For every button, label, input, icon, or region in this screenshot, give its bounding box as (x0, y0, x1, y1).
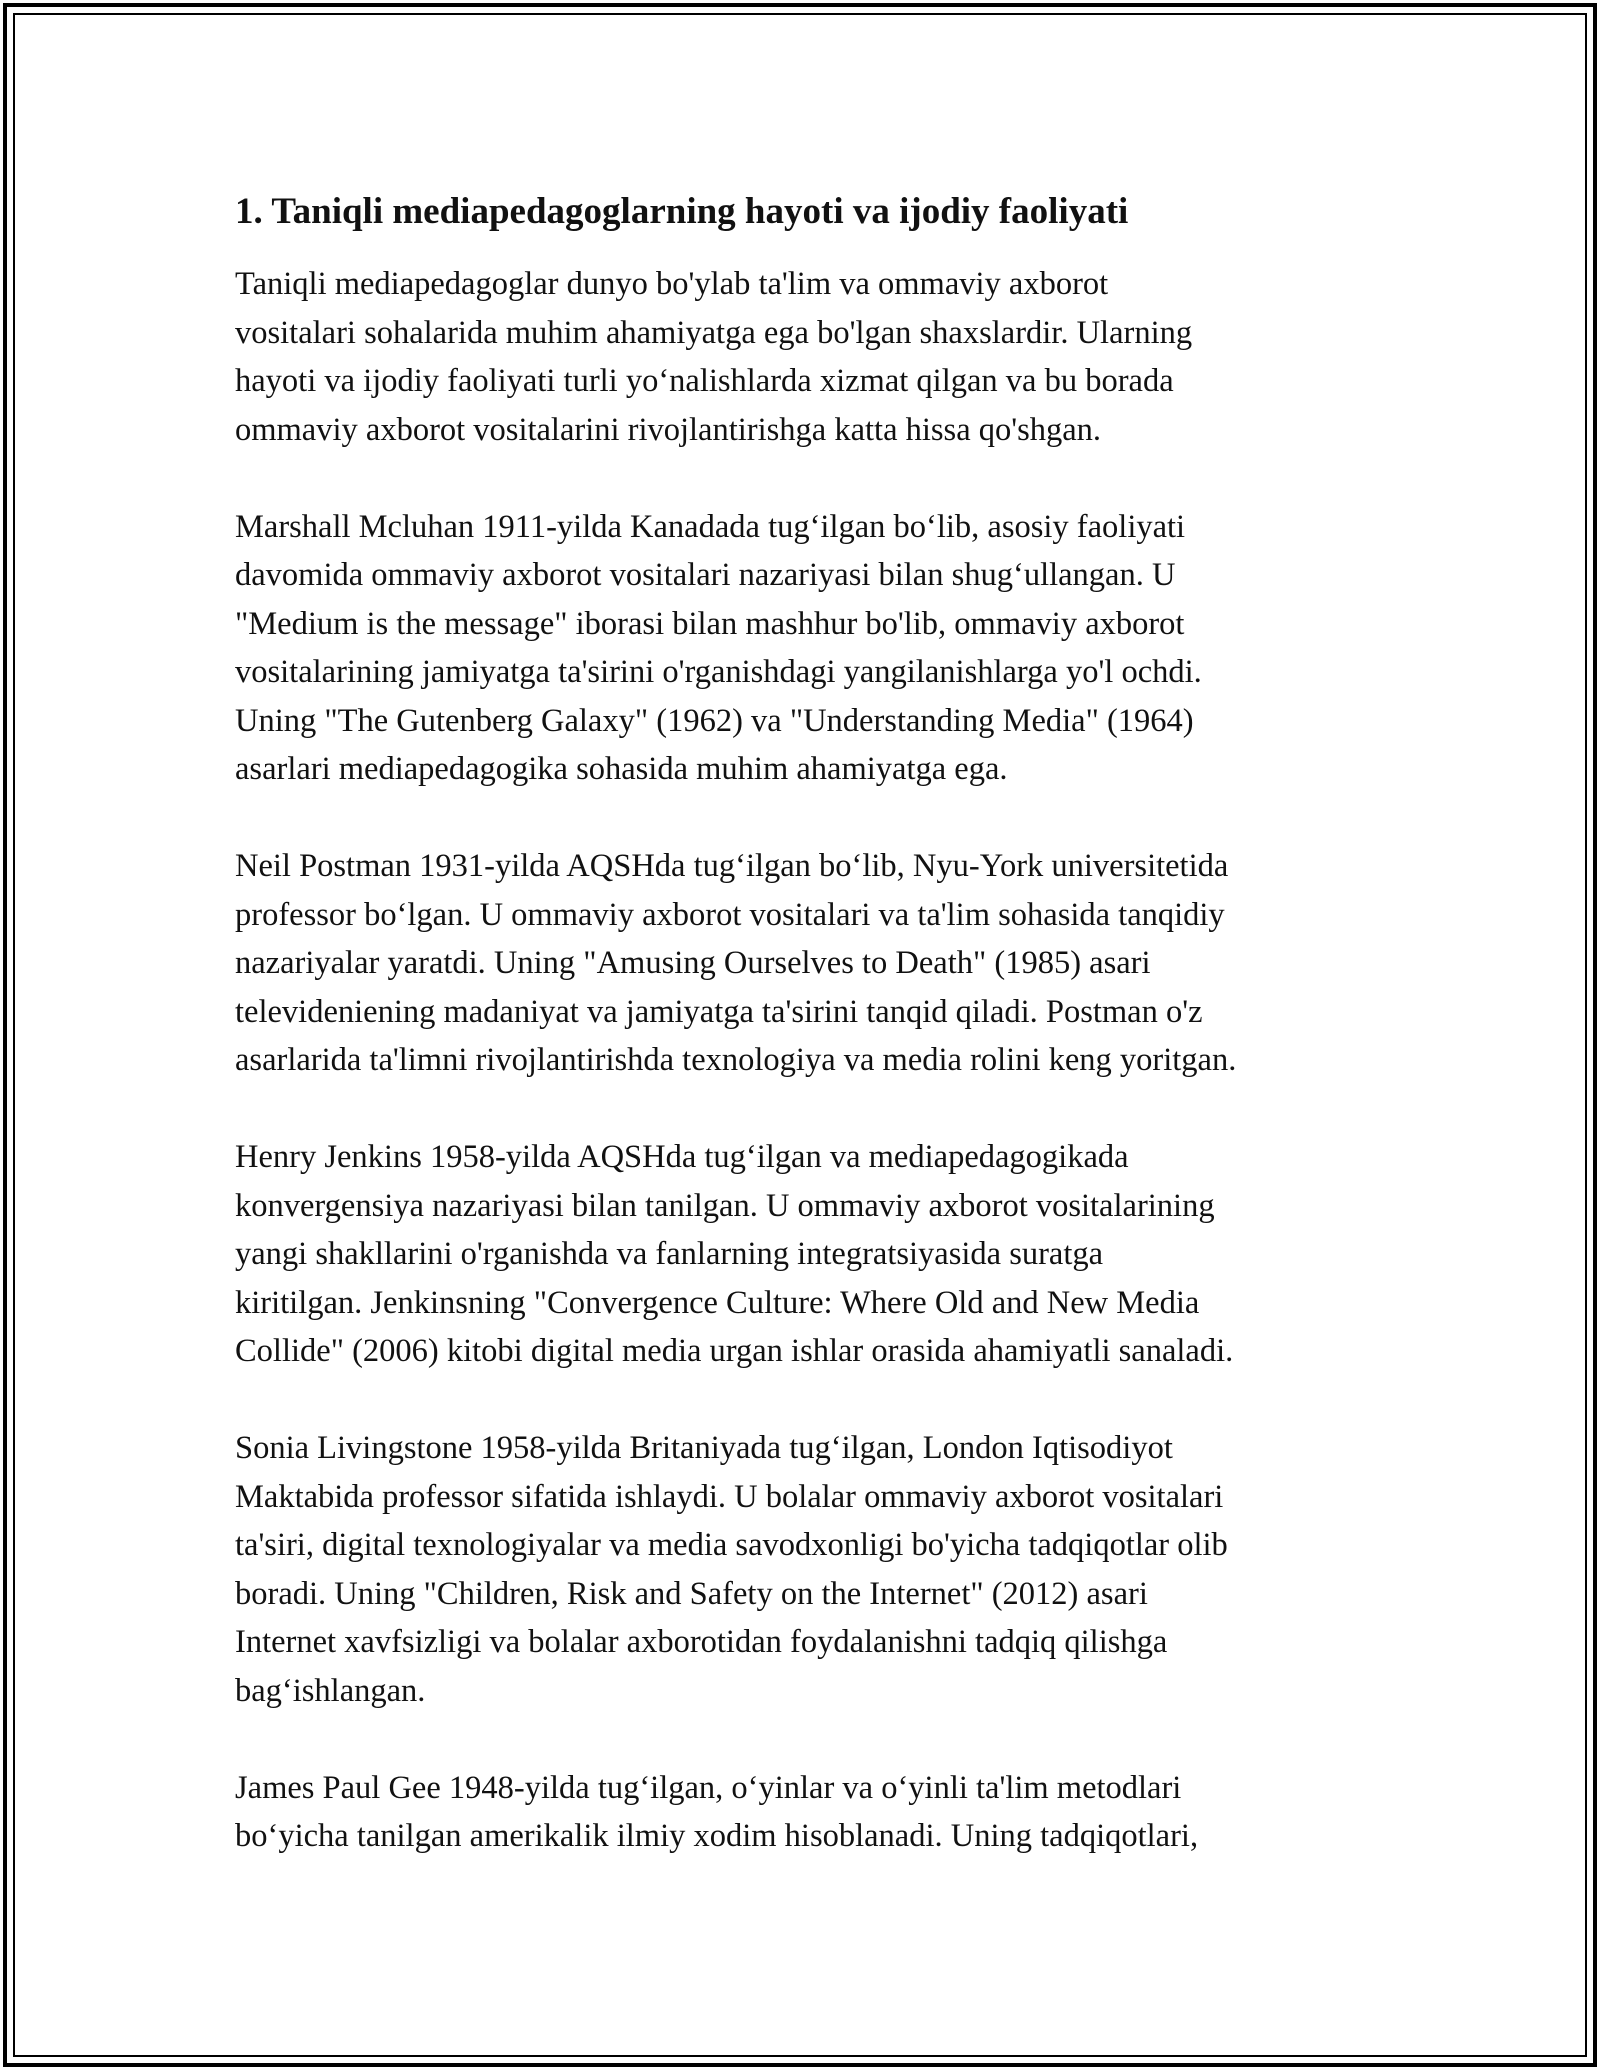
paragraph-gee (235, 1764, 1385, 1861)
paragraph-mcluhan (235, 503, 1385, 794)
text-line: davomida ommaviy axborot vositalari nazariyasi bilan shug‘ullangan. U (235, 557, 1176, 593)
text-line: hayoti va ijodiy faoliyati turli yo‘nalishlarda xizmat qilgan va bu borada (235, 363, 1174, 399)
text-line: James Paul Gee 1948-yilda tug‘ilgan, o‘yinlar va o‘yinli ta'lim metodlari (235, 1769, 1182, 1806)
text-line: bag‘ishlangan. (235, 1672, 426, 1709)
text-line: televideniening madaniyat va jamiyatga ta'sirini tanqid qiladi. Postman o'z (235, 993, 1203, 1030)
text-line: asarlari mediapedagogika sohasida muhim ahamiyatga ega. (235, 751, 1008, 787)
text-line: ommaviy axborot vositalarini rivojlantirishga katta hissa qo'shgan. (235, 411, 1102, 448)
section-heading: 1. Taniqli mediapedagoglarning hayoti va ijodiy faoliyati (235, 191, 1129, 232)
paragraph-livingstone (235, 1424, 1385, 1715)
text-line: ta'siri, digital texnologiyalar va media savodxonligi bo'yicha tadqiqotlar olib (235, 1527, 1228, 1563)
document-body (235, 188, 1385, 1909)
text-line: Maktabida professor sifatida ishlaydi. U bolalar ommaviy axborot vositalari (235, 1478, 1224, 1515)
text-line: konvergensiya nazariyasi bilan tanilgan. U ommaviy axborot vositalarining (235, 1187, 1215, 1224)
text-line: vositalari sohalarida muhim ahamiyatga ega bo'lgan shaxslardir. Ularning (235, 314, 1193, 351)
paragraph-postman (235, 842, 1385, 1085)
text-line: Uning "The Gutenberg Galaxy" (1962) va "Understanding Media" (1964) (235, 702, 1194, 739)
text-line: nazariyalar yaratdi. Uning "Amusing Ourselves to Death" (1985) asari (235, 945, 1151, 981)
text-line: Sonia Livingstone 1958-yilda Britaniyada tug‘ilgan, London Iqtisodiyot (235, 1430, 1173, 1466)
text-line: boradi. Uning "Children, Risk and Safety on the Internet" (2012) asari (235, 1575, 1148, 1612)
text-line: vositalarining jamiyatga ta'sirini o'rganishdagi yangilanishlarga yo'l ochdi. (235, 654, 1202, 690)
text-line: Internet xavfsizligi va bolalar axborotidan foydalanishni tadqiq qilishga (235, 1624, 1168, 1660)
text-line: kiritilgan. Jenkinsning "Convergence Culture: Where Old and New Media (235, 1284, 1200, 1321)
text-line: asarlarida ta'limni rivojlantirishda texnologiya va media rolini keng yoritgan. (235, 1042, 1237, 1078)
text-line: yangi shakllarini o'rganishda va fanlarning integratsiyasida suratga (235, 1236, 1104, 1272)
paragraph-jenkins (235, 1133, 1385, 1376)
text-line: "Medium is the message" iborasi bilan mashhur bo'lib, ommaviy axborot (235, 605, 1185, 642)
text-line: Marshall Mcluhan 1911-yilda Kanadada tug‘ilgan bo‘lib, asosiy faoliyati (235, 508, 1186, 545)
text-line: professor bo‘lgan. U ommaviy axborot vositalari va ta'lim sohasida tanqidiy (235, 896, 1225, 933)
paragraph-intro (235, 260, 1385, 454)
text-line: bo‘yicha tanilgan amerikalik ilmiy xodim hisoblanadi. Uning tadqiqotlari, (235, 1818, 1199, 1854)
text-line: Neil Postman 1931-yilda AQSHda tug‘ilgan bo‘lib, Nyu-York universitetida (235, 848, 1229, 884)
text-line: Henry Jenkins 1958-yilda AQSHda tug‘ilgan va mediapedagogikada (235, 1139, 1129, 1175)
text-line: Collide" (2006) kitobi digital media urgan ishlar orasida ahamiyatli sanaladi. (235, 1333, 1234, 1369)
text-line: Taniqli mediapedagoglar dunyo bo'ylab ta'lim va ommaviy axborot (235, 266, 1109, 302)
